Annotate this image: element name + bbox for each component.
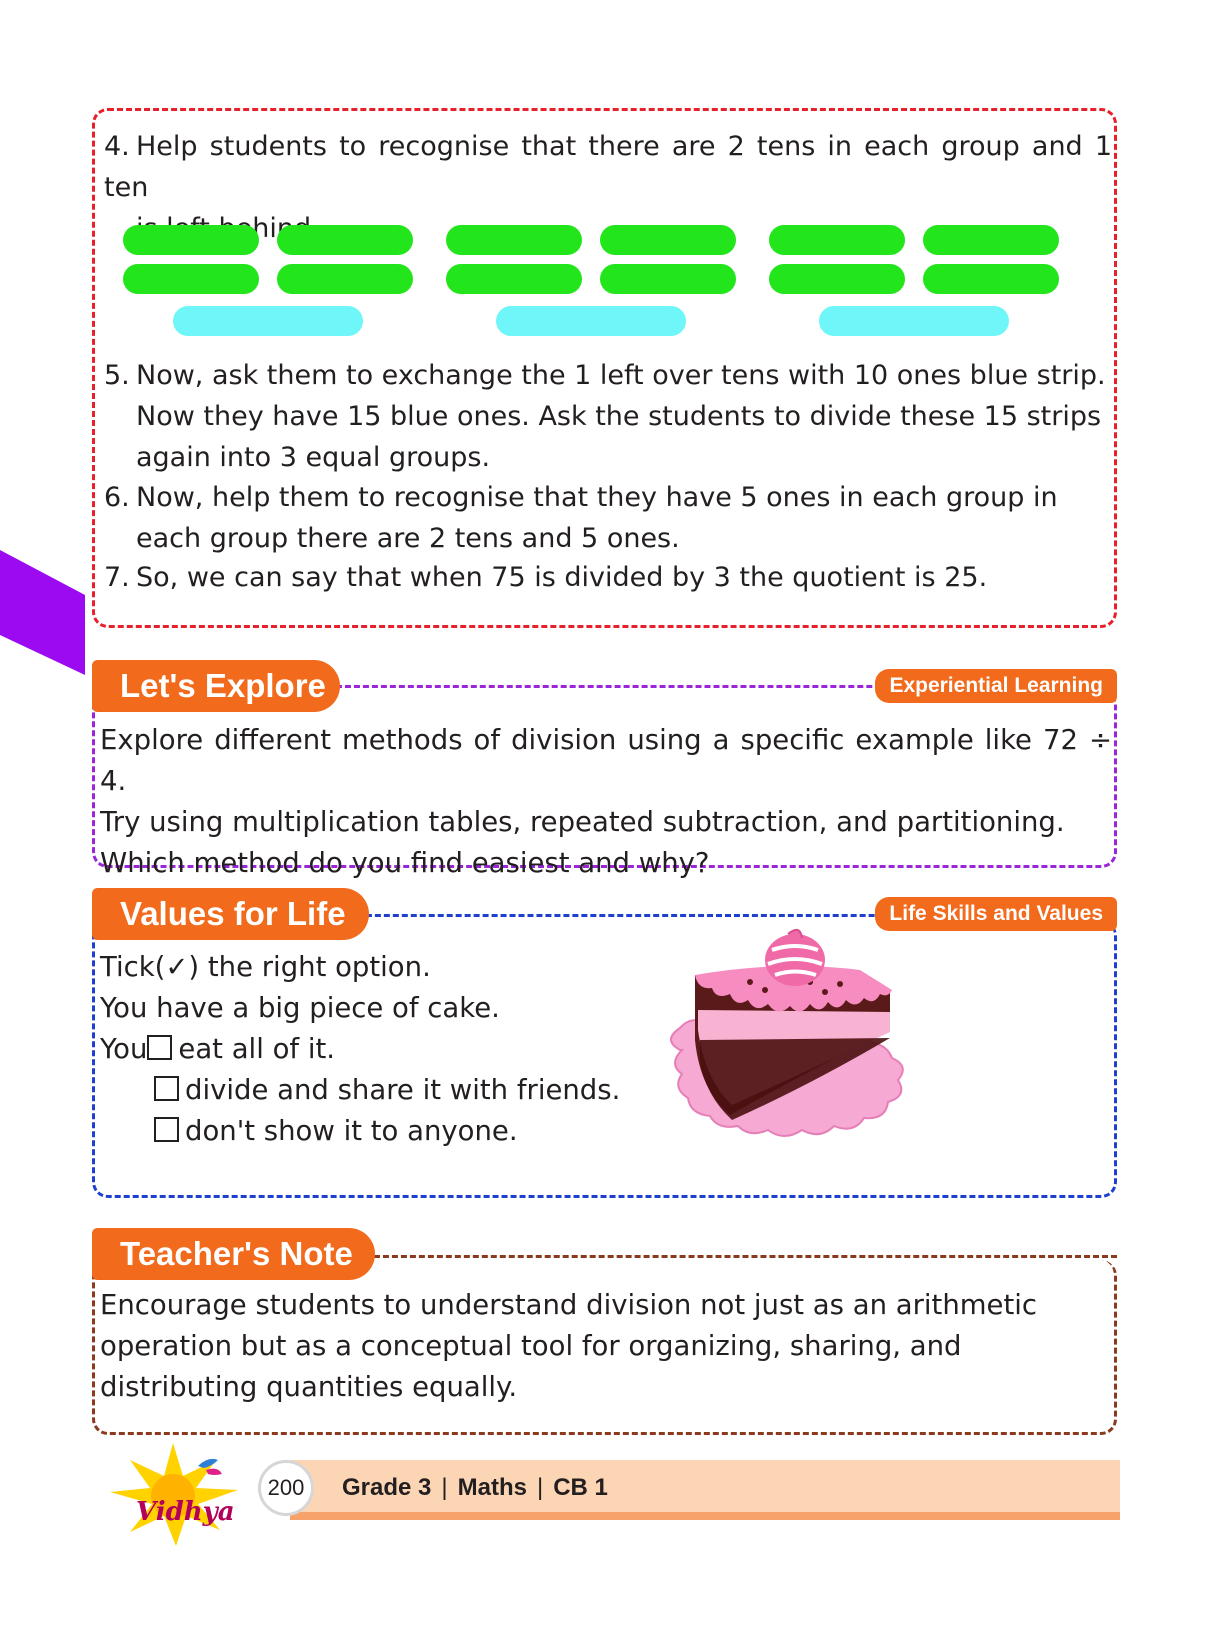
tens-strip (277, 264, 413, 294)
step-text: each group there are 2 tens and 5 ones. (136, 523, 680, 554)
logo-text: Vidhya (136, 1497, 235, 1527)
footer-stripe (290, 1512, 1120, 1520)
footer-book: CB 1 (553, 1474, 608, 1501)
footer-grade: Grade 3 (342, 1474, 432, 1501)
explore-line: Explore different methods of division using a specific example like 72 ÷ 4. (100, 724, 1112, 797)
step-text: Now, help them to recognise that they have 5 ones in each group in (136, 482, 1058, 513)
step-text: Help students to recognise that there are 2 tens in each group and 1 ten (104, 131, 1112, 203)
tens-strip (446, 225, 582, 255)
step-number: 5. (104, 360, 130, 391)
explore-line: Which method do you find easiest and why? (100, 847, 710, 879)
option-label: don't show it to anyone. (185, 1115, 518, 1147)
option-row (100, 1029, 720, 1070)
footer-book-info (342, 1468, 608, 1508)
experiential-learning-label: Experiential Learning (875, 669, 1117, 703)
option-label: divide and share it with friends. (185, 1074, 621, 1106)
option-row (100, 1070, 720, 1111)
page-number: 200 (258, 1460, 314, 1516)
note-line: operation but as a conceptual tool for organizing, sharing, and (100, 1330, 962, 1362)
step-text: behind. (218, 213, 320, 244)
tens-strip (923, 225, 1059, 255)
step-text: Now they have 15 blue ones. Ask the students to divide these 15 strips (136, 401, 1102, 432)
values-heading: Values for Life (92, 888, 369, 940)
tens-strip (123, 225, 259, 255)
ones-strip (173, 306, 363, 336)
ones-strip (819, 306, 1009, 336)
step-number: 4. (104, 131, 130, 162)
explore-line: Try using multiplication tables, repeated subtraction, and partitioning. (100, 806, 1065, 838)
note-divider (338, 1255, 1117, 1258)
option-lead: You (100, 1033, 148, 1065)
option-checkbox[interactable] (147, 1035, 172, 1060)
option-label: eat all of it. (178, 1033, 335, 1065)
note-line: distributing quantities equally. (100, 1371, 518, 1403)
step-6 (104, 477, 1112, 559)
vidhya-logo (88, 1438, 258, 1548)
step-number: 6. (104, 482, 130, 513)
ones-strip (496, 306, 686, 336)
explore-text (100, 720, 1112, 884)
step-number: 7. (104, 562, 130, 593)
tens-strip (769, 225, 905, 255)
tick-instruction: Tick(✓) the right option. (100, 951, 431, 983)
step-text: Now, ask them to exchange the 1 left over tens with 10 ones blue strip. (136, 360, 1106, 391)
step-7 (104, 557, 1112, 598)
tens-strip (277, 225, 413, 255)
option-checkbox[interactable] (154, 1076, 179, 1101)
tens-strip (123, 264, 259, 294)
note-heading: Teacher's Note (92, 1228, 375, 1280)
side-tab-decoration (0, 550, 85, 675)
note-text (100, 1285, 1080, 1408)
tens-strip (769, 264, 905, 294)
step-5 (104, 355, 1112, 478)
footer-separator: | (536, 1474, 544, 1501)
tens-strip (923, 264, 1059, 294)
values-text (100, 947, 720, 1152)
tens-strip (600, 264, 736, 294)
option-row (100, 1111, 720, 1152)
tens-strip (446, 264, 582, 294)
footer-subject: Maths (457, 1474, 527, 1501)
step-text: again into 3 equal groups. (136, 442, 491, 473)
tens-strip (600, 225, 736, 255)
step-text: So, we can say that when 75 is divided by 3 the quotient is 25. (136, 562, 988, 593)
cake-illustration (660, 920, 930, 1150)
life-skills-label: Life Skills and Values (875, 897, 1117, 931)
note-line: Encourage students to understand division not just as an arithmetic (100, 1289, 1038, 1321)
option-checkbox[interactable] (154, 1117, 179, 1142)
footer-separator: | (441, 1474, 448, 1501)
cake-prompt: You have a big piece of cake. (100, 992, 500, 1024)
explore-heading: Let's Explore (92, 660, 340, 712)
